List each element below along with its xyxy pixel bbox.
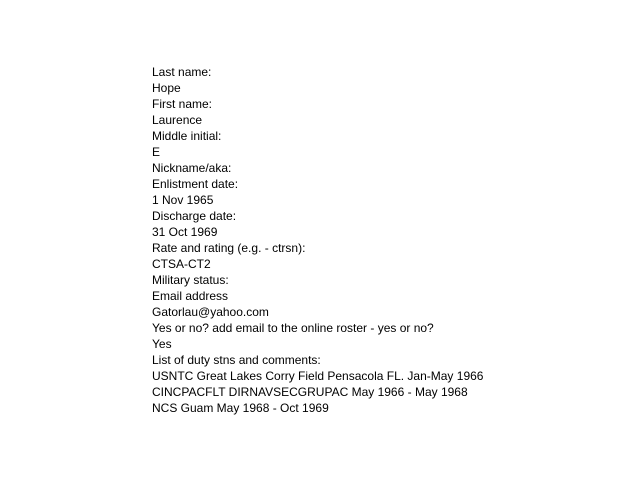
- nickname-label: Nickname/aka:: [152, 161, 232, 175]
- middle-initial-label: Middle initial:: [152, 129, 222, 143]
- roster-answer-value: Yes: [152, 337, 172, 351]
- duty-station-item: CINCPACFLT DIRNAVSECGRUPAC May 1966 - May 1968: [152, 385, 468, 399]
- roster-question-label: Yes or no? add email to the online roster - yes or no?: [152, 321, 434, 335]
- discharge-date-label: Discharge date:: [152, 209, 237, 223]
- first-name-label: First name:: [152, 97, 213, 111]
- duty-station-item: NCS Guam May 1968 - Oct 1969: [152, 401, 329, 415]
- email-label: Email address: [152, 289, 229, 303]
- duty-station-item: USNTC Great Lakes Corry Field Pensacola FL. Jan-May 1966: [152, 369, 484, 383]
- member-record: [152, 64, 622, 416]
- rate-value: CTSA-CT2: [152, 257, 211, 271]
- rate-label: Rate and rating (e.g. - ctrsn):: [152, 241, 306, 255]
- middle-initial-value: E: [152, 145, 161, 159]
- discharge-date-value: 31 Oct 1969: [152, 225, 218, 239]
- email-value: Gatorlau@yahoo.com: [152, 305, 269, 319]
- enlistment-date-label: Enlistment date:: [152, 177, 239, 191]
- duty-stations-label: List of duty stns and comments:: [152, 353, 321, 367]
- first-name-value: Laurence: [152, 113, 203, 127]
- last-name-value: Hope: [152, 81, 181, 95]
- military-status-label: Military status:: [152, 273, 229, 287]
- last-name-label: Last name:: [152, 65, 212, 79]
- enlistment-date-value: 1 Nov 1965: [152, 193, 214, 207]
